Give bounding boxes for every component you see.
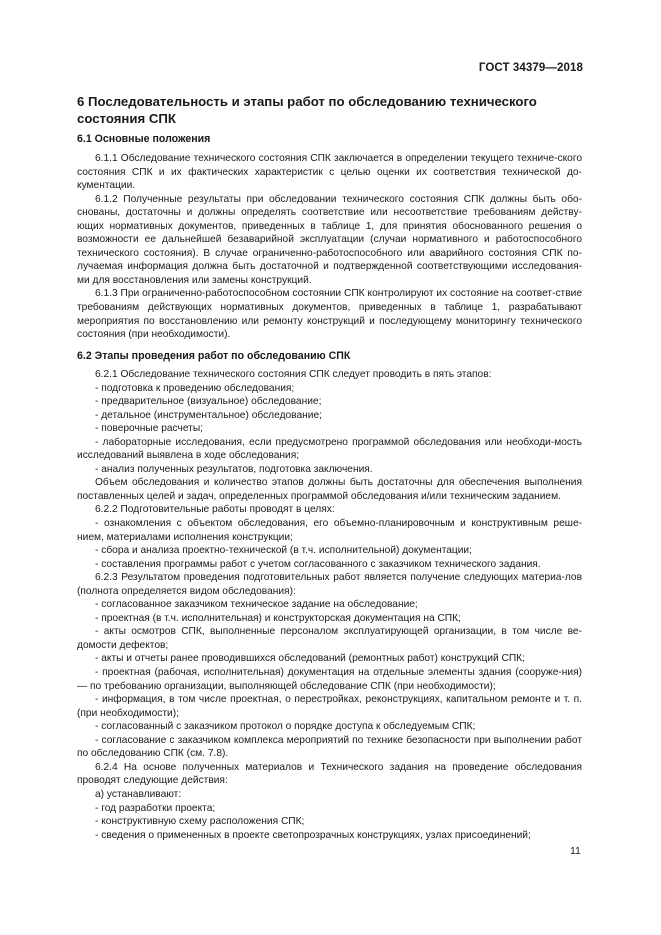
list-item: - проектная (в т.ч. исполнительная) и конструкторская документация на СПК; — [95, 612, 461, 624]
list-item: - анализ полученных результатов, подготовка заключения. — [95, 463, 373, 475]
paragraph: 6.2.1 Обследование технического состояния СПК следует проводить в пять этапов: — [95, 369, 492, 380]
list-item: - акты осмотров СПК, выполненные персоналом эксплуатирующей организации, в том числе ве-домости дефектов; — [77, 626, 582, 651]
list-item: - информация, в том числе проектная, о перестройках, реконструкциях, капитальном ремонте и т. п. (при необходимости); — [77, 694, 582, 719]
paragraph: 6.2.4 На основе полученных материалов и Технического задания на проведение обследования проводят следующие действия: — [77, 761, 582, 787]
paragraph: 6.1.3 При ограниченно-работоспособном состоянии СПК контролируют их состояние на соответ-ствие требованиям действующих нормативных документов, приведенных в таблице 1, разрабатывают мероприятия по восстановлению или ремонту конструкций и последующему мониторингу технического состояния (при необходимости). — [77, 288, 582, 341]
list-item: - год разработки проекта; — [95, 802, 216, 814]
list-item: - конструктивную схему расположения СПК; — [95, 816, 305, 828]
list-item: - ознакомления с объектом обследования, его объемно-планировочным и конструктивным реше-нием, материалами исполнения конструкции; — [77, 518, 582, 543]
list-item: - сбора и анализа проектно-технической (в т.ч. исполнительной) документации; — [95, 545, 472, 557]
subsection-6-2-body — [77, 368, 582, 842]
list-item: - согласованный с заказчиком протокол о порядке доступа к обследуемым СПК; — [95, 721, 476, 733]
list-item: - подготовка к проведению обследования; — [95, 382, 295, 394]
paragraph: Объем обследования и количество этапов должны быть достаточны для обеспечения выполнения поставленных целей и задач, определенных программой обследования и/или техническим заданием. — [77, 477, 582, 502]
list-item: - согласованное заказчиком техническое задание на обследование; — [95, 599, 418, 611]
list-item: - акты и отчеты ранее проводившихся обследований (ремонтных работ) конструкций СПК; — [95, 653, 525, 665]
subsection-heading-6-1: 6.1 Основные положения — [77, 133, 211, 145]
page-number: 11 — [570, 845, 581, 857]
list-item: - предварительное (визуальное) обследование; — [95, 396, 322, 408]
list-item: - сведения о примененных в проекте светопрозрачных конструкциях, узлах присоединений; — [95, 829, 531, 841]
list-item: - детальное (инструментальное) обследование; — [95, 409, 322, 421]
paragraph: 6.2.3 Результатом проведения подготовительных работ является получение следующих материа-лов (полнота определяется видом обследования): — [77, 572, 582, 597]
subsection-6-1-body — [77, 152, 582, 342]
paragraph: 6.1.1 Обследование технического состояния СПК заключается в определении текущего техниче-ского состояния СПК и их фактических характеристик с целью оценки их соответствия технической до-кументации. — [77, 153, 582, 192]
section-title: 6 Последовательность и этапы работ по обследованию технического состояния СПК — [77, 94, 537, 126]
list-item: - составления программы работ с учетом согласованного с заказчиком технического задания. — [95, 558, 541, 570]
list-item: - лабораторные исследования, если предусмотрено программой обследования или необходи-мость исследований выявлена в ходе обследования; — [77, 436, 582, 462]
paragraph: 6.1.2 Полученные результаты при обследовании технического состояния СПК должны быть обо-снованы, достаточны и должны определять соответствие или несоответствие требованиям действу-ющих нормативных документов, приведенных в таблице 1, для принятия обоснованного решения о возможности ее дальнейшей безаварийной эксплуатации (случаи нормативного и работоспособного технического состояния). В случае ограниченно-работоспособного или аварийного состояния СПК по-лучаемая информация должна быть достаточной и подтвержденной соответствующими исследования-ми для восстановления или замены конструкций. — [77, 193, 582, 286]
list-item: - согласование с заказчиком комплекса мероприятий по технике безопасности при выполнении работ по обследованию СПК (см. 7.8). — [77, 734, 582, 760]
paragraph: 6.2.2 Подготовительные работы проводят в целях: — [95, 504, 335, 516]
list-item: - поверочные расчеты; — [95, 423, 203, 435]
subsection-heading-6-2: 6.2 Этапы проведения работ по обследованию СПК — [77, 350, 351, 362]
standard-code: ГОСТ 34379—2018 — [478, 62, 583, 74]
list-item: а) устанавливают: — [95, 788, 182, 800]
list-item: - проектная (рабочая, исполнительная) документация на отдельные элементы здания (сооруже-ния) — по требованию организации, выполняющей обследование СПК (при необходимости); — [77, 667, 582, 692]
